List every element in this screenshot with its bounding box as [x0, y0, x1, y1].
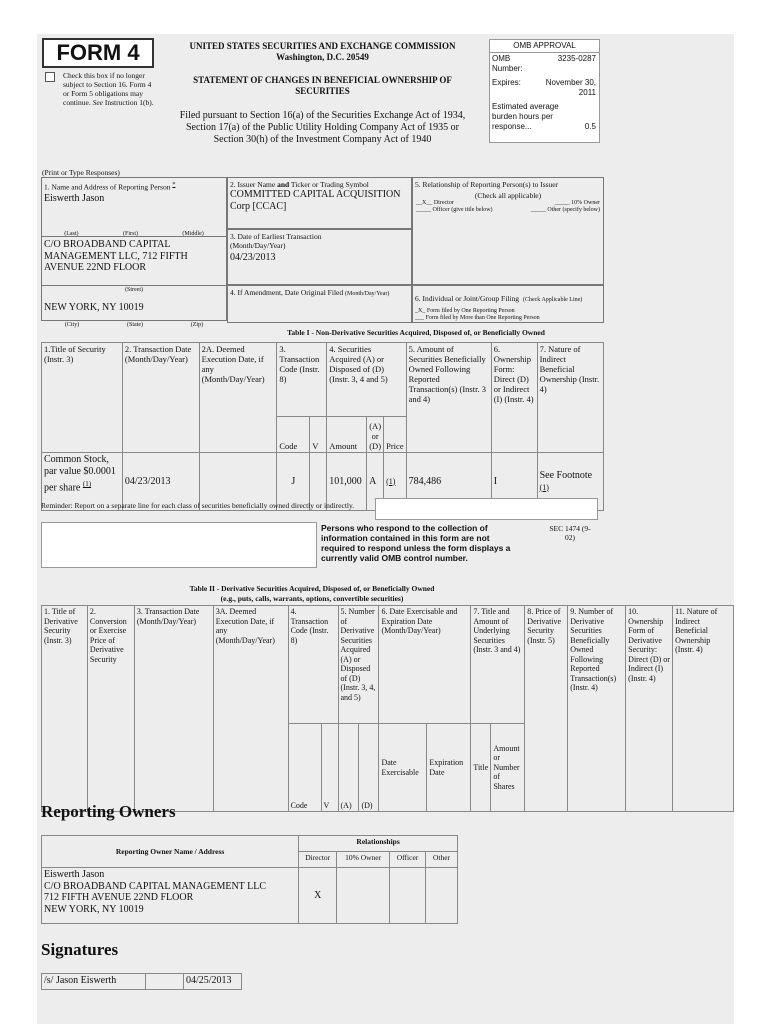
middle-label: (Middle) — [182, 231, 204, 237]
owner-name-1: Eiswerth Jason — [44, 869, 105, 880]
section-2-issuer — [227, 177, 412, 229]
section-1-name — [41, 177, 227, 237]
owners-row — [42, 868, 458, 924]
zip-label: (Zip) — [190, 322, 204, 328]
city-state-zip-labels — [41, 322, 227, 329]
omb-expires-value: November 30, 2011 — [545, 78, 596, 97]
section-2-label-b: Ticker or Trading Symbol — [290, 180, 369, 189]
t1-row-code: J — [277, 453, 310, 511]
owner-name-2: C/O BROADBAND CAPITAL MANAGEMENT LLC — [44, 880, 266, 892]
t2-h3: 3. Transaction Date (Month/Day/Year) — [134, 606, 213, 812]
owners-table — [41, 835, 458, 924]
agency-city: Washington, D.C. 20549 — [276, 51, 369, 62]
t1-row-price-fn[interactable]: (1) — [384, 453, 406, 511]
reminder-box — [375, 498, 598, 520]
issuer-name: COMMITTED CAPITAL ACQUISITION Corp [CCAC] — [230, 189, 401, 212]
section-2-label-and: and — [277, 180, 290, 189]
t2-h1: 1. Title of Derivative Security (Instr. 3) — [42, 606, 88, 812]
city-label: (City) — [64, 322, 80, 328]
section-3-date — [227, 229, 412, 285]
sec-code: SEC 1474 (9-02) — [549, 524, 591, 542]
checkbox-text: Check this box if no longer subject to Section 16. Form 4 or Form 5 obligations may continue. — [63, 71, 152, 107]
no-longer-subject-checkbox[interactable] — [45, 72, 55, 82]
first-label: (First) — [122, 231, 138, 237]
t1-h5: 5. Amount of Securities Beneficially Owned Following Reported Transaction(s) (Instr. 3 and 4) — [406, 343, 491, 453]
owners-ten: 10% Owner — [337, 852, 390, 868]
section-6-label: 6. Individual or Joint/Group Filing — [415, 294, 519, 303]
owners-director: Director — [299, 852, 337, 868]
form-title: FORM 4 — [56, 40, 140, 65]
t2-title: Title — [471, 724, 491, 812]
t2-a: (A) — [338, 724, 359, 812]
omb-expires-label: Expires: — [492, 78, 521, 87]
no-longer-subject-block — [45, 71, 157, 107]
reminder-text: Reminder: Report on a separate line for each class of securities beneficially owned directly or indirectly. — [41, 501, 355, 510]
t2-h8: 8. Price of Derivative Security (Instr. 5) — [525, 606, 568, 812]
owner-name-3: 712 FIFTH AVENUE 22ND FLOOR — [44, 892, 194, 903]
omb-burden-label: Estimated average burden hours per response... — [492, 102, 559, 131]
rel-ten-pct: _____ 10% Owner — [554, 200, 600, 206]
section-1-star: * — [172, 181, 176, 188]
rel-director: __X__ Director — [416, 200, 454, 206]
reporting-owners-heading: Reporting Owners — [41, 802, 176, 821]
section-1-label: 1. Name and Address of Reporting Person — [44, 182, 171, 192]
rel-officer: _____ Officer (give title below) — [416, 207, 493, 213]
t1-price: Price — [384, 417, 406, 453]
section-1-address — [41, 230, 227, 286]
notice-left-box — [41, 522, 317, 568]
t1-row-aord: A — [367, 453, 384, 511]
owners-relationships: Relationships — [299, 836, 458, 852]
t1-h2a: 2A. Deemed Execution Date, if any (Month/Day/Year) — [199, 343, 277, 453]
t1-row-amount: 101,000 — [327, 453, 367, 511]
agency-name: UNITED STATES SECURITIES AND EXCHANGE COMMISSION — [189, 41, 456, 51]
t2-code: Code — [288, 724, 321, 812]
owners-officer: Officer — [390, 852, 426, 868]
section-3-label: 3. Date of Earliest Transaction (Month/Day/Year) — [230, 232, 322, 250]
t1-h1: 1.Title of Security (Instr. 3) — [42, 343, 123, 453]
earliest-transaction-date: 04/23/2013 — [230, 252, 276, 263]
checkbox-instr: Instruction 1(b). — [104, 98, 154, 107]
reporting-info-grid — [41, 177, 604, 338]
last-label: (Last) — [64, 231, 79, 237]
reporting-person-city: NEW YORK, NY 10019 — [44, 302, 144, 313]
signatures-heading: Signatures — [41, 940, 119, 959]
t2-date-ex: Date Exercisable — [379, 724, 427, 812]
t2-d: (D) — [359, 724, 379, 812]
t1-code: Code — [277, 417, 310, 453]
t1-h4: 4. Securities Acquired (A) or Disposed of (D) (Instr. 3, 4 and 5) — [327, 343, 406, 417]
t1-row-nature-fn[interactable]: (1) — [539, 482, 549, 492]
t1-aord: (A) or (D) — [367, 417, 384, 453]
section-4-sub: (Month/Day/Year) — [344, 291, 390, 297]
owner-name-4: NEW YORK, NY 10019 — [44, 903, 144, 915]
form4-page — [37, 34, 734, 1024]
rel-other: _____ Other (specify below) — [530, 207, 600, 213]
t1-row-title: Common Stock, par value $0.0001 per share — [44, 454, 116, 494]
reporting-person-name: Eiswerth Jason — [44, 192, 105, 204]
t1-row-date: 04/23/2013 — [122, 453, 199, 511]
print-type-note: (Print or Type Responses) — [42, 168, 120, 177]
t2-h7: 7. Title and Amount of Underlying Securities (Instr. 3 and 4) — [471, 606, 525, 724]
form-title-box — [42, 38, 154, 68]
section-5-check-all: (Check all applicable) — [474, 191, 542, 200]
persons-notice: Persons who respond to the collection of information contained in this form are not required to respond unless the form displays a currently valid OMB control number. — [321, 523, 511, 563]
table1-title: Table I - Non-Derivative Securities Acquired, Disposed of, or Beneficially Owned — [287, 328, 545, 337]
t1-h3: 3. Transaction Code (Instr. 8) — [277, 343, 327, 417]
t1-row-owned: 784,486 — [406, 453, 491, 511]
omb-approval-box — [489, 39, 600, 143]
owners-other: Other — [426, 852, 458, 868]
t1-v: V — [310, 417, 327, 453]
owners-col-name: Reporting Owner Name / Address — [42, 836, 299, 868]
omb-number-value: 3235-0287 — [557, 54, 596, 63]
section-2-label-a: 2. Issuer Name — [230, 180, 276, 189]
t2-amount: Amount or Number of Shares — [491, 724, 525, 812]
section-6-filing — [412, 285, 604, 323]
omb-title: OMB APPROVAL — [490, 40, 599, 53]
t2-h4: 4. Transaction Code (Instr. 8) — [288, 606, 338, 724]
street-label: (Street) — [125, 287, 143, 293]
checkbox-see: See — [92, 98, 103, 107]
t2-exp: Expiration Date — [427, 724, 471, 812]
t1-h7: 7. Nature of Indirect Beneficial Ownership (Instr. 4) — [537, 343, 603, 453]
section-1-city — [41, 285, 227, 321]
t1-h2: 2. Transaction Date (Month/Day/Year) — [122, 343, 199, 453]
t1-row-title-fn[interactable]: (1) — [82, 480, 92, 488]
section-6-check: (Check Applicable Line) — [522, 297, 583, 303]
t1-h6: 6. Ownership Form: Direct (D) or Indirect (I) (Instr. 4) — [491, 343, 537, 453]
state-label: (State) — [126, 322, 143, 328]
t2-h10: 10. Ownership Form of Derivative Security: Direct (D) or Indirect (I) (Instr. 4) — [626, 606, 673, 812]
statement-title: STATEMENT OF CHANGES IN BENEFICIAL OWNERSHIP OF SECURITIES — [193, 75, 452, 96]
t1-row-nature: See Footnote — [539, 469, 593, 481]
filed-line-3: Section 30(h) of the Investment Company Act of 1940 — [213, 134, 432, 145]
table1 — [41, 342, 604, 511]
t2-h3a: 3A. Deemed Execution Date, if any (Month/Day/Year) — [213, 606, 288, 812]
t2-h5: 5. Number of Derivative Securities Acquired (A) or Disposed of (D) (Instr. 3, 4, and 5) — [338, 606, 379, 724]
t2-h2: 2. Conversion or Exercise Price of Derivative Security — [87, 606, 134, 812]
table2-title: Table II - Derivative Securities Acquired, Disposed of, or Beneficially Owned — [189, 584, 435, 593]
filing-one: _X_ Form filed by One Reporting Person — [415, 308, 515, 314]
omb-number-label: OMB Number: — [492, 54, 523, 73]
owner-director-mark: X — [299, 868, 337, 924]
filing-more: ___ Form filed by More than One Reporting Person — [415, 315, 540, 321]
t2-h11: 11. Nature of Indirect Beneficial Ownership (Instr. 4) — [673, 606, 734, 812]
t1-amount: Amount — [327, 417, 367, 453]
t2-h9: 9. Number of Derivative Securities Beneficially Owned Following Reported Transaction(s) (Instr. 4) — [568, 606, 626, 812]
header-center — [155, 41, 490, 146]
table2 — [41, 605, 734, 812]
table2-subtitle: (e.g., puts, calls, warrants, options, convertible securities) — [220, 594, 404, 603]
section-5-relationship — [412, 177, 604, 285]
signature-name: /s/ Jason Eiswerth — [42, 974, 146, 990]
section-5-label: 5. Relationship of Reporting Person(s) to Issuer — [415, 180, 559, 189]
section-4-label: 4. If Amendment, Date Original Filed — [230, 288, 344, 297]
t2-h6: 6. Date Exercisable and Expiration Date (Month/Day/Year) — [379, 606, 471, 724]
section-4-amendment — [227, 285, 412, 323]
filed-line-2: Section 17(a) of the Public Utility Holding Company Act of 1935 or — [185, 122, 460, 133]
signatures-table — [41, 973, 242, 990]
omb-burden-value: 0.5 — [584, 122, 596, 131]
filed-line-1: Filed pursuant to Section 16(a) of the Securities Exchange Act of 1934, — [179, 110, 466, 121]
reporting-person-address: C/O BROADBAND CAPITAL MANAGEMENT LLC, 712 FIFTH AVENUE 22ND FLOOR — [44, 239, 188, 273]
t2-v: V — [321, 724, 338, 812]
t1-row-form: I — [491, 453, 537, 511]
signature-date: 04/25/2013 — [184, 974, 242, 990]
